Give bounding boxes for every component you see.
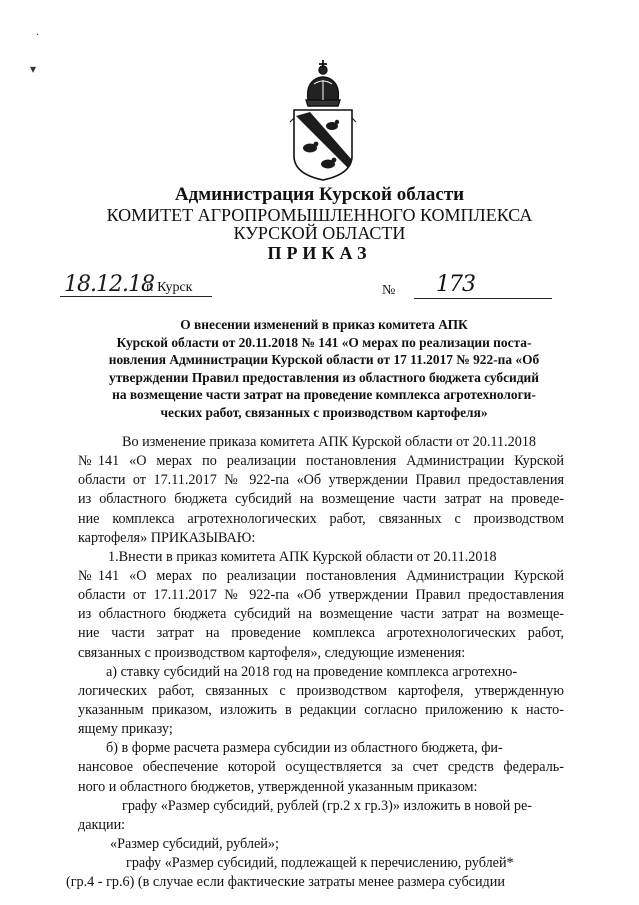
date-underline	[60, 296, 212, 297]
document-type-heading: ПРИКАЗ	[267, 243, 372, 263]
body-line: а) ставку субсидий на 2018 год на проведение комплекса агротехно-	[106, 663, 518, 680]
body-line: «Размер субсидий, рублей»;	[110, 835, 279, 852]
order-title	[80, 316, 568, 422]
body-line: №141 «О мерах по реализации постановления Администрации Курской	[78, 567, 564, 584]
body-line: Во изменение приказа комитета АПК Курской области от 20.11.2018	[122, 434, 537, 450]
region-name: КУРСКОЙ ОБЛАСТИ	[233, 223, 406, 243]
body-line: из областного бюджета субсидий на возмещение части затрат на возмеще-	[78, 606, 564, 623]
body-line: графу «Размер субсидий, подлежащей к перечислению, рублей*	[126, 855, 514, 872]
body-line: области от 17.11.2017 № 922-па «Об утверждении Правил предоставления	[78, 472, 564, 489]
body-line: указанным приказом, изложить в редакции согласно приложению к насто-	[78, 701, 564, 718]
body-line: ящему приказу;	[78, 721, 173, 738]
title-line: на возмещение части затрат на проведение комплекса агротехнологи-	[112, 387, 536, 403]
body-line: нансовое обеспечение которой осуществляется за счет средств федераль-	[78, 759, 564, 776]
body-line: 1.Внести в приказ комитета АПК Курской области от 20.11.2018	[108, 548, 497, 565]
body-line: дакции:	[78, 816, 126, 833]
title-line: утверждении Правил предоставления из областного бюджета субсидий	[109, 369, 539, 385]
body-line: ние комплекса агротехнологических работ, связанных с производством	[78, 510, 564, 527]
body-line: логических работ, связанных с производством картофеля, утвержденную	[78, 682, 564, 699]
title-line: новления Администрации Курской области от 17 11.2017 № 922-па «Об	[108, 352, 540, 368]
number-sign: №	[382, 283, 396, 298]
city-label: г. Курск	[146, 280, 193, 295]
administration-name: Администрация Курской области	[174, 184, 465, 205]
handwritten-date: 18.12.18	[64, 272, 154, 297]
body-line: из областного бюджета субсидий на возмещение части затрат на проведе-	[78, 491, 564, 508]
kursk-coat-of-arms-icon	[286, 56, 360, 184]
body-line: ние части затрат на проведение комплекса агротехнологических работ,	[78, 625, 564, 642]
body-line: связанных с производством картофеля», следующие изменения:	[78, 644, 466, 661]
scan-speck: ·	[36, 30, 40, 41]
body-line: №141 «О мерах по реализации постановления Администрации Курской	[78, 453, 564, 470]
handwritten-number: 173	[436, 272, 475, 297]
title-line: ческих работ, связанных с производством картофеля»	[160, 404, 488, 420]
scan-mark: ▾	[30, 62, 37, 76]
order-body	[66, 433, 564, 892]
title-line: О внесении изменений в приказ комитета АПК	[180, 317, 468, 332]
body-line: графу «Размер субсидий, рублей (гр.2 х гр.3)» изложить в новой ре-	[122, 797, 533, 814]
body-line: (гр.4 - гр.6) (в случае если фактические затраты менее размера субсидии	[66, 874, 505, 891]
body-line: б) в форме расчета размера субсидии из областного бюджета, фи-	[106, 740, 503, 757]
body-line: картофеля» ПРИКАЗЫВАЮ:	[78, 529, 256, 546]
title-line: Курской области от 20.11.2018 № 141 «О мерах по реализации поста-	[116, 334, 532, 350]
body-line: области от 17.11.2017 № 922-па «Об утверждении Правил предоставления	[78, 587, 564, 604]
committee-name: КОМИТЕТ АГРОПРОМЫШЛЕННОГО КОМПЛЕКСА	[106, 205, 533, 225]
body-line: ного и областного бюджетов, утвержденной указанным приказом:	[78, 778, 478, 795]
number-underline	[414, 298, 552, 299]
